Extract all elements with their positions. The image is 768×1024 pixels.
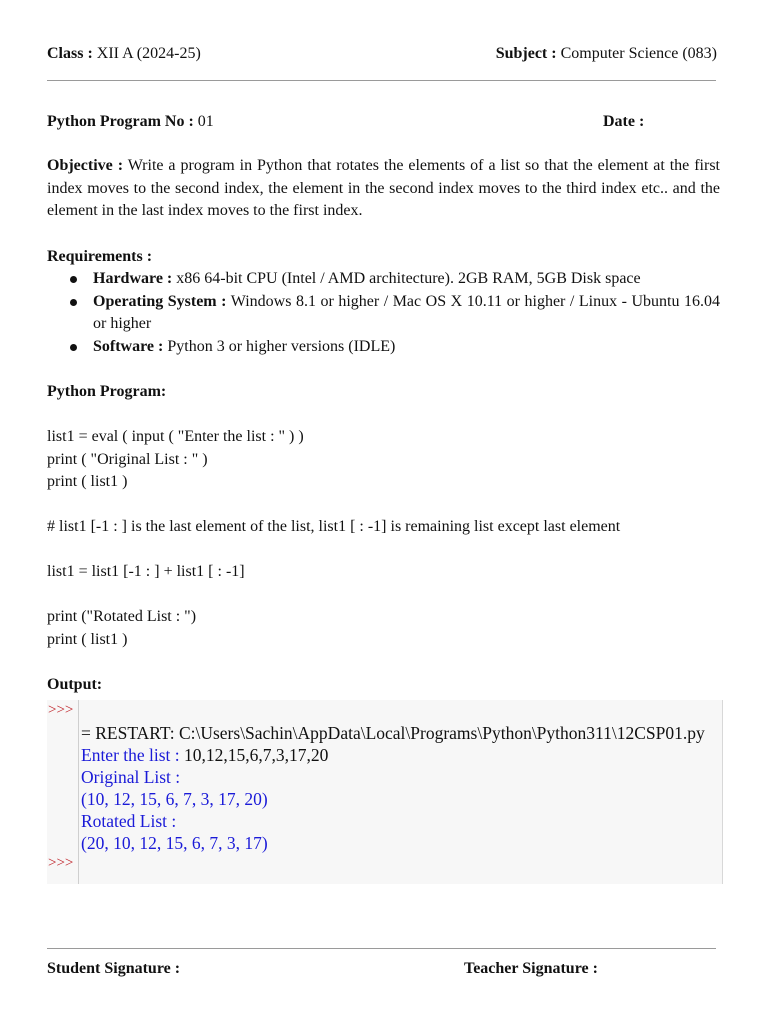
bullet-icon xyxy=(70,299,77,306)
original-list-value: (10, 12, 15, 6, 7, 3, 17, 20) xyxy=(81,789,268,809)
shell-border xyxy=(722,700,723,884)
shell-gutter-divider xyxy=(78,700,79,884)
shell-prompt: >>> xyxy=(48,702,74,718)
class-field xyxy=(47,43,201,65)
input-value: 10,12,15,6,7,3,17,20 xyxy=(184,745,329,765)
bullet-icon xyxy=(70,276,77,283)
requirement-label: Operating System : xyxy=(93,292,227,310)
date-label: Date : xyxy=(603,113,645,130)
program-number-label: Python Program No : xyxy=(47,113,194,130)
teacher-signature: Teacher Signature : xyxy=(464,960,598,977)
code-comment: # list1 [-1 : ] is the last element of the list, list1 [ : -1] is remaining list except last element xyxy=(47,518,621,535)
requirement-text: Python 3 or higher versions (IDLE) xyxy=(167,337,396,355)
requirements-heading: Requirements : xyxy=(47,248,153,265)
shell-prompt: >>> xyxy=(48,855,74,871)
code-line: print ("Rotated List : ") xyxy=(47,608,197,625)
code-line: print ( list1 ) xyxy=(47,473,128,490)
program-number-value: 01 xyxy=(197,113,214,130)
program-number-field xyxy=(47,111,214,133)
input-prompt: Enter the list : xyxy=(81,745,180,765)
objective-label: Objective : xyxy=(47,157,124,174)
code-line: list1 = eval ( input ( "Enter the list : " ) ) xyxy=(47,428,304,445)
requirement-text: x86 64-bit CPU (Intel / AMD architecture). 2GB RAM, 5GB Disk space xyxy=(176,270,641,287)
objective-paragraph xyxy=(47,155,720,223)
code-line: print ( "Original List : " ) xyxy=(47,451,208,468)
class-value: XII A (2024-25) xyxy=(96,45,201,62)
subject-field xyxy=(496,43,717,65)
idle-shell-output xyxy=(47,700,723,884)
code-line: list1 = list1 [-1 : ] + list1 [ : -1] xyxy=(47,563,245,580)
requirement-label: Software : xyxy=(93,337,164,355)
rotated-list-value: (20, 10, 12, 15, 6, 7, 3, 17) xyxy=(81,833,268,853)
student-signature: Student Signature : xyxy=(47,960,181,977)
requirement-software xyxy=(47,336,720,359)
input-line xyxy=(81,744,328,766)
subject-value: Computer Science (083) xyxy=(560,45,717,62)
bullet-icon xyxy=(70,344,77,351)
requirement-text: Windows 8.1 or higher / Mac OS X 10.11 or higher / Linux - Ubuntu 16.04 or higher xyxy=(93,292,721,332)
output-heading: Output: xyxy=(47,676,103,693)
subject-label: Subject : xyxy=(495,45,557,62)
restart-line: = RESTART: C:\Users\Sachin\AppData\Local\Programs\Python\Python311\12CSP01.py xyxy=(81,723,705,743)
requirement-operating-system xyxy=(47,291,720,336)
rotated-list-label: Rotated List : xyxy=(81,811,177,831)
objective-text: Write a program in Python that rotates the elements of a list so that the element at the first index moves to the second index, the element in the second index moves to the third index etc.. and the element in the last index moves to the first index. xyxy=(47,157,720,219)
header-divider xyxy=(47,80,716,81)
original-list-label: Original List : xyxy=(81,767,181,787)
requirements-list xyxy=(47,268,720,358)
requirement-label: Hardware : xyxy=(93,270,173,287)
date-field xyxy=(603,111,644,133)
code-line: print ( list1 ) xyxy=(47,631,128,648)
program-heading: Python Program: xyxy=(47,383,167,400)
footer-divider xyxy=(47,948,716,949)
class-label: Class : xyxy=(47,45,93,62)
requirement-hardware xyxy=(47,268,720,291)
